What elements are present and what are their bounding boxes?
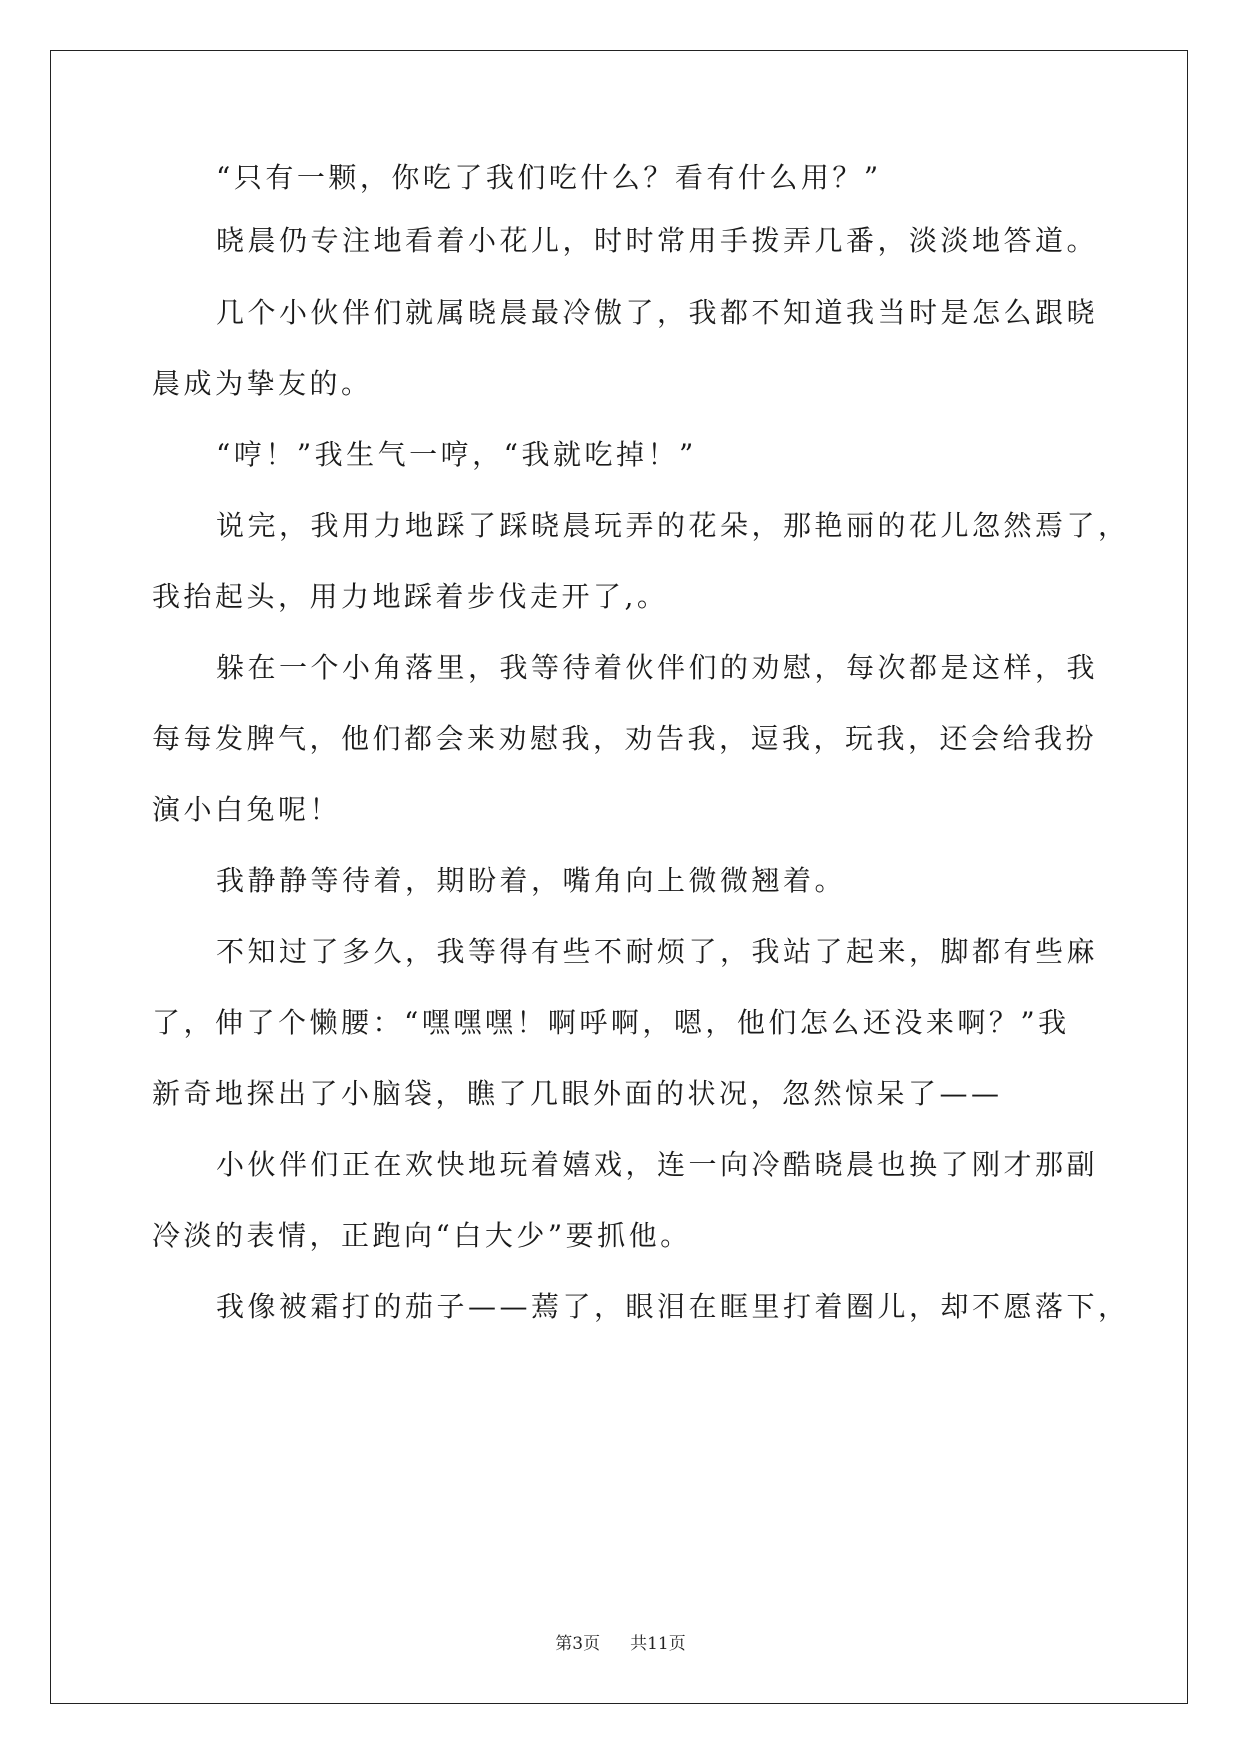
paragraph-line: 晨成为挚友的。 — [152, 367, 373, 400]
paragraph-line: “只有一颗，你吃了我们吃什么？看有什么用？” — [216, 161, 882, 194]
paragraph-line: 每每发脾气，他们都会来劝慰我，劝告我，逗我，玩我，还会给我扮 — [152, 722, 1098, 755]
paragraph-line: 冷淡的表情，正跑向“白大少”要抓他。 — [152, 1219, 692, 1252]
paragraph-line: 小伙伴们正在欢快地玩着嬉戏，连一向冷酷晓晨也换了刚才那副 — [216, 1148, 1099, 1181]
paragraph-line: 演小白兔呢！ — [152, 793, 342, 826]
paragraph-line: 几个小伙伴们就属晓晨最冷傲了，我都不知道我当时是怎么跟晓 — [216, 296, 1099, 329]
paragraph-line: 说完，我用力地踩了踩晓晨玩弄的花朵，那艳丽的花儿忽然焉了， — [216, 509, 1130, 542]
paragraph-line: 躲在一个小角落里，我等待着伙伴们的劝慰，每次都是这样，我 — [216, 651, 1099, 684]
paragraph-line: 不知过了多久，我等得有些不耐烦了，我站了起来，脚都有些麻 — [216, 935, 1099, 968]
current-page-label: 第3页 — [555, 1634, 601, 1654]
document-body — [152, 158, 1130, 1327]
paragraph-line: 我抬起头，用力地踩着步伐走开了,。 — [152, 580, 669, 613]
total-pages-label: 共11页 — [630, 1634, 686, 1654]
paragraph-line: “哼！”我生气一哼，“我就吃掉！” — [216, 438, 697, 471]
paragraph-line: 我静静等待着，期盼着，嘴角向上微微翘着。 — [216, 864, 847, 897]
paragraph-line: 我像被霜打的茄子——蔫了，眼泪在眶里打着圈儿，却不愿落下， — [216, 1290, 1130, 1323]
paragraph-line: 了，伸了个懒腰：“嘿嘿嘿！啊呼啊，嗯，他们怎么还没来啊？”我 — [152, 1006, 1070, 1039]
page-footer — [0, 1632, 1241, 1656]
paragraph-line: 新奇地探出了小脑袋，瞧了几眼外面的状况，忽然惊呆了—— — [152, 1077, 1003, 1110]
paragraph-line: 晓晨仍专注地看着小花儿，时时常用手拨弄几番，淡淡地答道。 — [216, 224, 1099, 257]
